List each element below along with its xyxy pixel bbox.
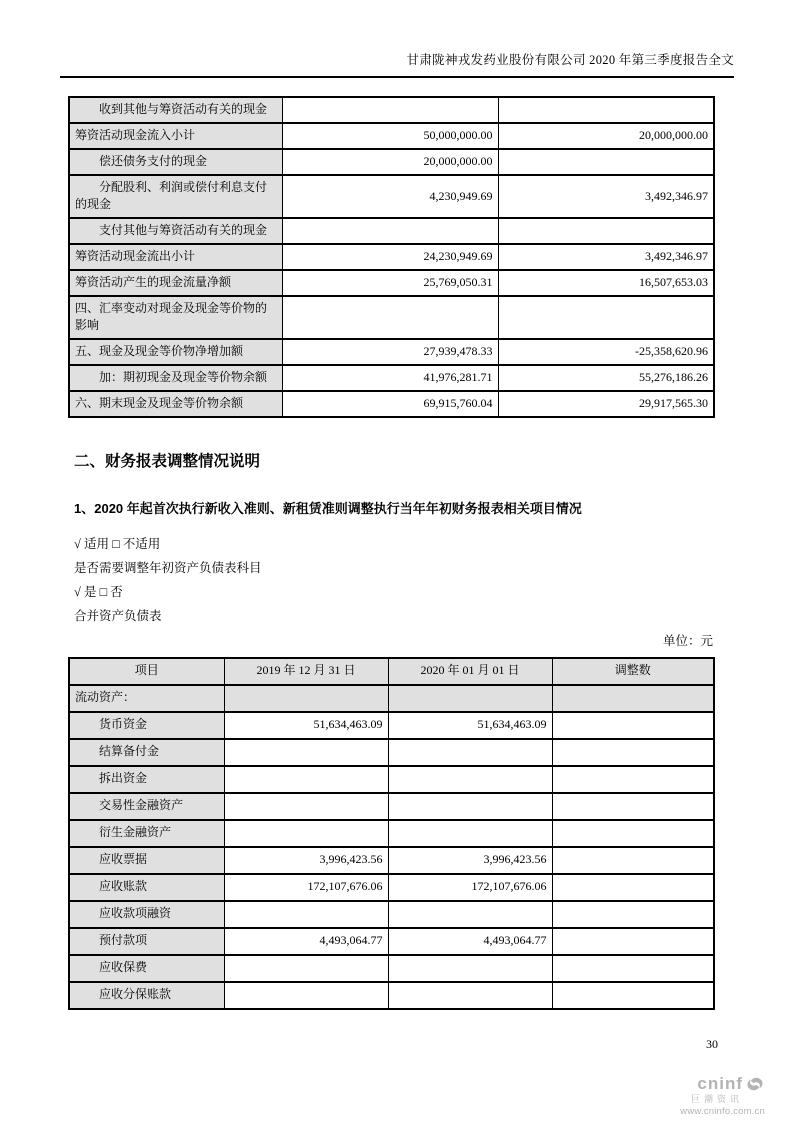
cell-value: 3,492,346.97 <box>498 175 714 218</box>
row-label: 筹资活动现金流入小计 <box>69 123 282 149</box>
table-row <box>69 928 714 955</box>
row-label: 结算备付金 <box>69 739 224 766</box>
row-label: 支付其他与筹资活动有关的现金 <box>69 218 282 244</box>
cell-value: 3,996,423.56 <box>224 847 388 874</box>
cell-value <box>552 928 714 955</box>
cell-value <box>388 685 552 712</box>
cninfo-logo-top <box>680 1074 765 1094</box>
row-label: 衍生金融资产 <box>69 820 224 847</box>
cell-value <box>224 739 388 766</box>
row-label: 筹资活动现金流出小计 <box>69 244 282 270</box>
cell-value: 20,000,000.00 <box>498 123 714 149</box>
table-row <box>69 97 714 123</box>
yes-no-line: √ 是 □ 否 <box>74 584 123 599</box>
table-row <box>69 218 714 244</box>
table-row <box>69 820 714 847</box>
table-row <box>69 296 714 339</box>
cell-value <box>552 982 714 1009</box>
table-row <box>69 874 714 901</box>
cell-value: 4,493,064.77 <box>224 928 388 955</box>
table-row <box>69 982 714 1009</box>
column-header: 2019 年 12 月 31 日 <box>224 658 388 685</box>
table-row <box>69 270 714 296</box>
cell-value: 4,493,064.77 <box>388 928 552 955</box>
row-label: 应收票据 <box>69 847 224 874</box>
table-row <box>69 901 714 928</box>
row-label: 偿还债务支付的现金 <box>69 149 282 175</box>
table-row <box>69 847 714 874</box>
cell-value <box>498 149 714 175</box>
cell-value <box>552 955 714 982</box>
cell-value: 27,939,478.33 <box>282 339 498 365</box>
cell-value: 20,000,000.00 <box>282 149 498 175</box>
table-row <box>69 391 714 417</box>
cell-value <box>498 296 714 339</box>
row-label: 应收分保账款 <box>69 982 224 1009</box>
cell-value <box>224 766 388 793</box>
cell-value: 69,915,760.04 <box>282 391 498 417</box>
cell-value: 172,107,676.06 <box>224 874 388 901</box>
table-row <box>69 339 714 365</box>
cninfo-logo-url: www.cninfo.com.cn <box>680 1105 765 1117</box>
cell-value <box>498 218 714 244</box>
table-row <box>69 793 714 820</box>
cell-value <box>552 793 714 820</box>
cell-value: 3,492,346.97 <box>498 244 714 270</box>
cell-value: 55,276,186.26 <box>498 365 714 391</box>
cell-value <box>224 685 388 712</box>
cell-value <box>388 766 552 793</box>
cninfo-logo-chinese: 巨潮资讯 <box>690 1094 743 1104</box>
section-heading: 二、财务报表调整情况说明 <box>74 452 261 470</box>
row-label: 交易性金融资产 <box>69 793 224 820</box>
cell-value <box>224 901 388 928</box>
row-label: 应收保费 <box>69 955 224 982</box>
row-label: 四、汇率变动对现金及现金等价物的影响 <box>69 296 282 339</box>
table-row <box>69 739 714 766</box>
table-row <box>69 955 714 982</box>
row-label: 预付款项 <box>69 928 224 955</box>
table-row <box>69 149 714 175</box>
cell-value <box>224 955 388 982</box>
column-header: 调整数 <box>552 658 714 685</box>
unit-label: 单位：元 <box>662 633 713 648</box>
row-label: 筹资活动产生的现金流量净额 <box>69 270 282 296</box>
table-row <box>69 766 714 793</box>
row-label: 应收账款 <box>69 874 224 901</box>
cell-value <box>552 685 714 712</box>
cell-value <box>224 793 388 820</box>
cell-value <box>552 901 714 928</box>
cell-value: 29,917,565.30 <box>498 391 714 417</box>
row-label: 货币资金 <box>69 712 224 739</box>
row-label: 拆出资金 <box>69 766 224 793</box>
row-label: 六、期末现金及现金等价物余额 <box>69 391 282 417</box>
cell-value <box>388 982 552 1009</box>
cell-value <box>552 847 714 874</box>
cell-value <box>388 955 552 982</box>
cell-value <box>388 901 552 928</box>
row-label: 加：期初现金及现金等价物余额 <box>69 365 282 391</box>
balance-sheet-table <box>68 657 715 1010</box>
row-label: 流动资产： <box>69 685 224 712</box>
cell-value <box>388 820 552 847</box>
cell-value <box>282 97 498 123</box>
cell-value <box>388 739 552 766</box>
cninfo-swirl-icon <box>745 1074 765 1094</box>
table-header-row <box>69 658 714 685</box>
cell-value <box>552 739 714 766</box>
adjust-question-line: 是否需要调整年初资产负债表科目 <box>74 560 262 575</box>
table-row <box>69 712 714 739</box>
row-label: 分配股利、利润或偿付利息支付的现金 <box>69 175 282 218</box>
table-row <box>69 123 714 149</box>
cell-value <box>224 820 388 847</box>
column-header: 项目 <box>69 658 224 685</box>
column-header: 2020 年 01 月 01 日 <box>388 658 552 685</box>
page-header <box>60 50 734 78</box>
cell-value <box>552 820 714 847</box>
cell-value <box>282 218 498 244</box>
cell-value: 24,230,949.69 <box>282 244 498 270</box>
cell-value <box>388 793 552 820</box>
balance-sheet-title: 合并资产负债表 <box>74 608 162 623</box>
applicable-line: √ 适用 □ 不适用 <box>74 536 161 551</box>
cell-value: 16,507,653.03 <box>498 270 714 296</box>
table-row <box>69 175 714 218</box>
page-number: 30 <box>706 1037 718 1051</box>
cell-value: 4,230,949.69 <box>282 175 498 218</box>
cell-value: -25,358,620.96 <box>498 339 714 365</box>
cell-value: 172,107,676.06 <box>388 874 552 901</box>
cell-value: 51,634,463.09 <box>224 712 388 739</box>
cell-value: 41,976,281.71 <box>282 365 498 391</box>
table-row <box>69 365 714 391</box>
report-header-title: 甘肃陇神戎发药业股份有限公司 2020 年第三季度报告全文 <box>406 53 734 67</box>
row-label: 应收款项融资 <box>69 901 224 928</box>
table-row <box>69 244 714 270</box>
cell-value: 25,769,050.31 <box>282 270 498 296</box>
row-label: 五、现金及现金等价物净增加额 <box>69 339 282 365</box>
cash-flow-table <box>68 96 715 418</box>
cninfo-logo <box>680 1074 765 1117</box>
cell-value: 3,996,423.56 <box>388 847 552 874</box>
row-label: 收到其他与筹资活动有关的现金 <box>69 97 282 123</box>
cell-value <box>224 982 388 1009</box>
subsection-heading: 1、2020 年起首次执行新收入准则、新租赁准则调整执行当年年初财务报表相关项目情况 <box>74 500 582 516</box>
cell-value <box>552 766 714 793</box>
cell-value: 50,000,000.00 <box>282 123 498 149</box>
cell-value <box>498 97 714 123</box>
table-row <box>69 685 714 712</box>
cell-value <box>552 712 714 739</box>
cell-value <box>552 874 714 901</box>
cninfo-logo-text: cninf <box>697 1073 743 1093</box>
cell-value: 51,634,463.09 <box>388 712 552 739</box>
cell-value <box>282 296 498 339</box>
